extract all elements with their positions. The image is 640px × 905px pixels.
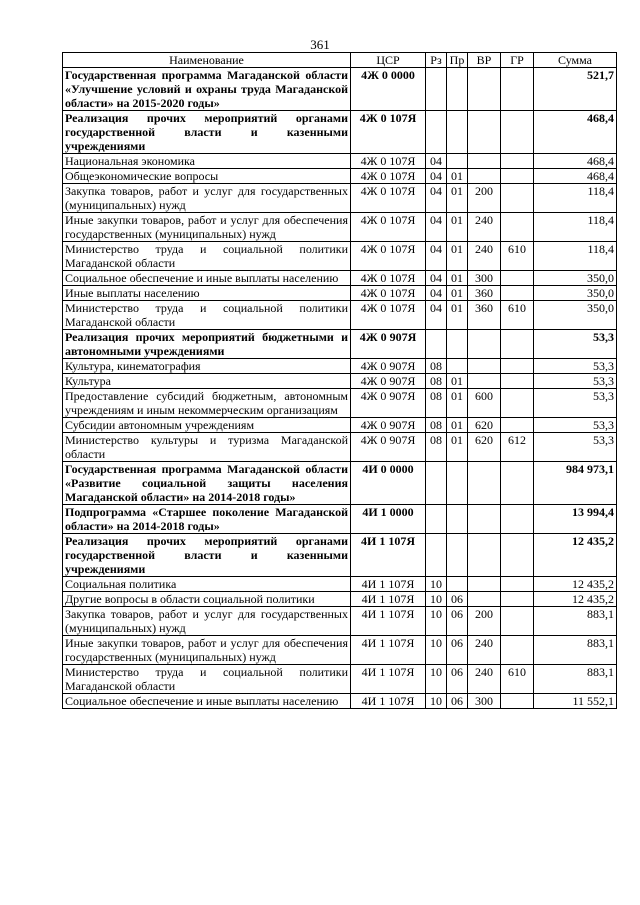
cell-gr: 610 — [501, 242, 534, 271]
cell-vr — [468, 534, 501, 577]
cell-gr: 612 — [501, 433, 534, 462]
cell-sum: 984 973,1 — [534, 462, 617, 505]
table-row — [63, 505, 617, 534]
table-row — [63, 418, 617, 433]
cell-sum: 118,4 — [534, 184, 617, 213]
cell-rz: 10 — [426, 577, 447, 592]
table-row — [63, 68, 617, 111]
cell-pr: 01 — [447, 389, 468, 418]
cell-gr: 610 — [501, 665, 534, 694]
cell-vr: 620 — [468, 418, 501, 433]
cell-vr — [468, 505, 501, 534]
header-name: Наименование — [63, 53, 351, 68]
cell-sum: 13 994,4 — [534, 505, 617, 534]
page-number: 361 — [310, 37, 330, 52]
cell-csr: 4Ж 0 107Я — [351, 213, 426, 242]
cell-name: Реализация прочих мероприятий органами государственной власти и казенными учреждениями — [63, 534, 351, 577]
table-row — [63, 301, 617, 330]
cell-rz: 08 — [426, 389, 447, 418]
cell-gr — [501, 359, 534, 374]
cell-name: Социальная политика — [63, 577, 351, 592]
cell-pr — [447, 154, 468, 169]
cell-gr — [501, 607, 534, 636]
cell-name: Министерство культуры и туризма Магаданской области — [63, 433, 351, 462]
cell-pr — [447, 462, 468, 505]
cell-pr: 01 — [447, 286, 468, 301]
cell-name: Подпрограмма «Старшее поколение Магаданской области» на 2014-2018 годы» — [63, 505, 351, 534]
cell-vr: 620 — [468, 433, 501, 462]
cell-pr: 01 — [447, 374, 468, 389]
cell-csr: 4Ж 0 107Я — [351, 242, 426, 271]
cell-sum: 118,4 — [534, 242, 617, 271]
cell-csr: 4Ж 0 107Я — [351, 169, 426, 184]
cell-gr — [501, 213, 534, 242]
cell-name: Министерство труда и социальной политики Магаданской области — [63, 665, 351, 694]
cell-rz: 04 — [426, 286, 447, 301]
cell-gr — [501, 389, 534, 418]
cell-sum: 468,4 — [534, 111, 617, 154]
cell-pr: 06 — [447, 694, 468, 709]
cell-gr — [501, 577, 534, 592]
cell-pr: 01 — [447, 184, 468, 213]
cell-pr: 01 — [447, 169, 468, 184]
cell-rz: 10 — [426, 694, 447, 709]
table-row — [63, 154, 617, 169]
table-row — [63, 577, 617, 592]
cell-name: Субсидии автономным учреждениям — [63, 418, 351, 433]
cell-vr: 200 — [468, 607, 501, 636]
cell-sum: 350,0 — [534, 286, 617, 301]
cell-pr: 01 — [447, 418, 468, 433]
cell-gr — [501, 505, 534, 534]
table-row — [63, 111, 617, 154]
cell-rz: 04 — [426, 213, 447, 242]
cell-csr: 4Ж 0 907Я — [351, 330, 426, 359]
cell-vr: 200 — [468, 184, 501, 213]
header-csr: ЦСР — [351, 53, 426, 68]
cell-pr: 01 — [447, 433, 468, 462]
cell-sum: 53,3 — [534, 359, 617, 374]
cell-name: Иные закупки товаров, работ и услуг для обеспечения государственных (муниципальных) нужд — [63, 213, 351, 242]
cell-name: Национальная экономика — [63, 154, 351, 169]
cell-sum: 12 435,2 — [534, 577, 617, 592]
table-row — [63, 592, 617, 607]
cell-gr — [501, 169, 534, 184]
cell-rz: 10 — [426, 665, 447, 694]
cell-vr — [468, 169, 501, 184]
header-vr: ВР — [468, 53, 501, 68]
cell-csr: 4Ж 0 907Я — [351, 359, 426, 374]
cell-name: Закупка товаров, работ и услуг для государственных (муниципальных) нужд — [63, 184, 351, 213]
cell-name: Государственная программа Магаданской области «Улучшение условий и охраны труда Магаданской области» на 2015-2020 годы» — [63, 68, 351, 111]
table-row — [63, 169, 617, 184]
cell-name: Культура, кинематография — [63, 359, 351, 374]
cell-name: Другие вопросы в области социальной политики — [63, 592, 351, 607]
cell-rz: 04 — [426, 301, 447, 330]
cell-csr: 4Ж 0 107Я — [351, 301, 426, 330]
cell-rz: 04 — [426, 242, 447, 271]
cell-vr — [468, 330, 501, 359]
cell-rz — [426, 505, 447, 534]
cell-csr: 4И 1 107Я — [351, 607, 426, 636]
cell-name: Иные закупки товаров, работ и услуг для обеспечения государственных (муниципальных) нужд — [63, 636, 351, 665]
cell-vr: 300 — [468, 271, 501, 286]
table-row — [63, 242, 617, 271]
cell-rz: 04 — [426, 154, 447, 169]
cell-name: Предоставление субсидий бюджетным, автономным учреждениям и иным некоммерческим организациям — [63, 389, 351, 418]
header-row — [63, 53, 617, 68]
cell-name: Реализация прочих мероприятий органами государственной власти и казенными учреждениями — [63, 111, 351, 154]
table-row — [63, 665, 617, 694]
cell-name: Государственная программа Магаданской области «Развитие социальной защиты населения Магаданской области» на 2014-2018 годы» — [63, 462, 351, 505]
table-row — [63, 286, 617, 301]
header-gr: ГР — [501, 53, 534, 68]
table-row — [63, 607, 617, 636]
cell-pr: 01 — [447, 213, 468, 242]
cell-vr — [468, 154, 501, 169]
cell-rz: 04 — [426, 169, 447, 184]
cell-vr — [468, 359, 501, 374]
cell-sum: 350,0 — [534, 301, 617, 330]
cell-pr: 01 — [447, 242, 468, 271]
cell-gr — [501, 694, 534, 709]
cell-gr — [501, 374, 534, 389]
header-pr: Пр — [447, 53, 468, 68]
cell-sum: 53,3 — [534, 374, 617, 389]
cell-rz: 10 — [426, 592, 447, 607]
cell-csr: 4Ж 0 907Я — [351, 374, 426, 389]
table-row — [63, 462, 617, 505]
cell-name: Общеэкономические вопросы — [63, 169, 351, 184]
cell-rz: 04 — [426, 184, 447, 213]
cell-vr: 240 — [468, 242, 501, 271]
cell-rz: 04 — [426, 271, 447, 286]
cell-pr: 01 — [447, 301, 468, 330]
table-row — [63, 271, 617, 286]
cell-rz — [426, 111, 447, 154]
header-rz: Рз — [426, 53, 447, 68]
cell-csr: 4И 1 107Я — [351, 577, 426, 592]
cell-name: Социальное обеспечение и иные выплаты населению — [63, 271, 351, 286]
cell-vr: 360 — [468, 286, 501, 301]
cell-csr: 4Ж 0 907Я — [351, 418, 426, 433]
cell-sum: 350,0 — [534, 271, 617, 286]
cell-vr — [468, 462, 501, 505]
table-row — [63, 184, 617, 213]
table-row — [63, 374, 617, 389]
cell-csr: 4И 1 107Я — [351, 592, 426, 607]
cell-gr — [501, 462, 534, 505]
cell-pr — [447, 111, 468, 154]
cell-vr: 240 — [468, 665, 501, 694]
cell-rz: 08 — [426, 418, 447, 433]
cell-sum: 883,1 — [534, 607, 617, 636]
cell-rz: 08 — [426, 359, 447, 374]
cell-pr — [447, 68, 468, 111]
cell-sum: 468,4 — [534, 154, 617, 169]
cell-csr: 4Ж 0 107Я — [351, 184, 426, 213]
cell-csr: 4И 1 107Я — [351, 534, 426, 577]
cell-pr — [447, 534, 468, 577]
cell-vr: 360 — [468, 301, 501, 330]
cell-sum: 53,3 — [534, 389, 617, 418]
cell-pr — [447, 577, 468, 592]
cell-csr: 4Ж 0 0000 — [351, 68, 426, 111]
table-row — [63, 389, 617, 418]
cell-vr: 240 — [468, 636, 501, 665]
budget-table — [62, 52, 617, 709]
cell-gr — [501, 286, 534, 301]
cell-csr: 4И 1 0000 — [351, 505, 426, 534]
cell-sum: 53,3 — [534, 433, 617, 462]
cell-name: Социальное обеспечение и иные выплаты населению — [63, 694, 351, 709]
header-sum: Сумма — [534, 53, 617, 68]
cell-gr: 610 — [501, 301, 534, 330]
table-row — [63, 694, 617, 709]
cell-sum: 468,4 — [534, 169, 617, 184]
cell-csr: 4Ж 0 107Я — [351, 111, 426, 154]
cell-name: Культура — [63, 374, 351, 389]
cell-rz — [426, 330, 447, 359]
cell-sum: 53,3 — [534, 330, 617, 359]
cell-csr: 4И 1 107Я — [351, 636, 426, 665]
cell-pr: 06 — [447, 592, 468, 607]
cell-vr — [468, 374, 501, 389]
cell-csr: 4И 1 107Я — [351, 665, 426, 694]
cell-pr: 06 — [447, 607, 468, 636]
cell-sum: 12 435,2 — [534, 534, 617, 577]
cell-sum: 12 435,2 — [534, 592, 617, 607]
cell-vr — [468, 111, 501, 154]
cell-vr — [468, 592, 501, 607]
cell-gr — [501, 534, 534, 577]
cell-vr: 600 — [468, 389, 501, 418]
cell-rz: 10 — [426, 636, 447, 665]
table-row — [63, 534, 617, 577]
cell-gr — [501, 271, 534, 286]
cell-name: Реализация прочих мероприятий бюджетными и автономными учреждениями — [63, 330, 351, 359]
cell-gr — [501, 184, 534, 213]
cell-csr: 4Ж 0 107Я — [351, 286, 426, 301]
cell-name: Министерство труда и социальной политики Магаданской области — [63, 301, 351, 330]
cell-gr — [501, 68, 534, 111]
cell-sum: 883,1 — [534, 636, 617, 665]
cell-pr — [447, 359, 468, 374]
cell-gr — [501, 592, 534, 607]
cell-sum: 521,7 — [534, 68, 617, 111]
cell-gr — [501, 330, 534, 359]
cell-csr: 4И 0 0000 — [351, 462, 426, 505]
cell-csr: 4Ж 0 907Я — [351, 389, 426, 418]
cell-vr: 300 — [468, 694, 501, 709]
cell-csr: 4Ж 0 107Я — [351, 154, 426, 169]
cell-pr: 01 — [447, 271, 468, 286]
cell-rz — [426, 462, 447, 505]
cell-sum: 118,4 — [534, 213, 617, 242]
cell-sum: 883,1 — [534, 665, 617, 694]
cell-csr: 4Ж 0 907Я — [351, 433, 426, 462]
cell-pr — [447, 505, 468, 534]
cell-gr — [501, 111, 534, 154]
cell-rz: 08 — [426, 433, 447, 462]
cell-gr — [501, 418, 534, 433]
table-body — [63, 68, 617, 709]
cell-rz — [426, 68, 447, 111]
cell-gr — [501, 636, 534, 665]
cell-csr: 4И 1 107Я — [351, 694, 426, 709]
table-row — [63, 359, 617, 374]
cell-rz: 08 — [426, 374, 447, 389]
table-row — [63, 213, 617, 242]
cell-rz: 10 — [426, 607, 447, 636]
cell-pr: 06 — [447, 665, 468, 694]
cell-vr: 240 — [468, 213, 501, 242]
cell-sum: 53,3 — [534, 418, 617, 433]
cell-pr — [447, 330, 468, 359]
cell-pr: 06 — [447, 636, 468, 665]
cell-name: Закупка товаров, работ и услуг для государственных (муниципальных) нужд — [63, 607, 351, 636]
cell-sum: 11 552,1 — [534, 694, 617, 709]
cell-vr — [468, 577, 501, 592]
cell-vr — [468, 68, 501, 111]
table-row — [63, 636, 617, 665]
cell-name: Министерство труда и социальной политики Магаданской области — [63, 242, 351, 271]
table-row — [63, 330, 617, 359]
cell-name: Иные выплаты населению — [63, 286, 351, 301]
cell-gr — [501, 154, 534, 169]
cell-rz — [426, 534, 447, 577]
cell-csr: 4Ж 0 107Я — [351, 271, 426, 286]
table-row — [63, 433, 617, 462]
